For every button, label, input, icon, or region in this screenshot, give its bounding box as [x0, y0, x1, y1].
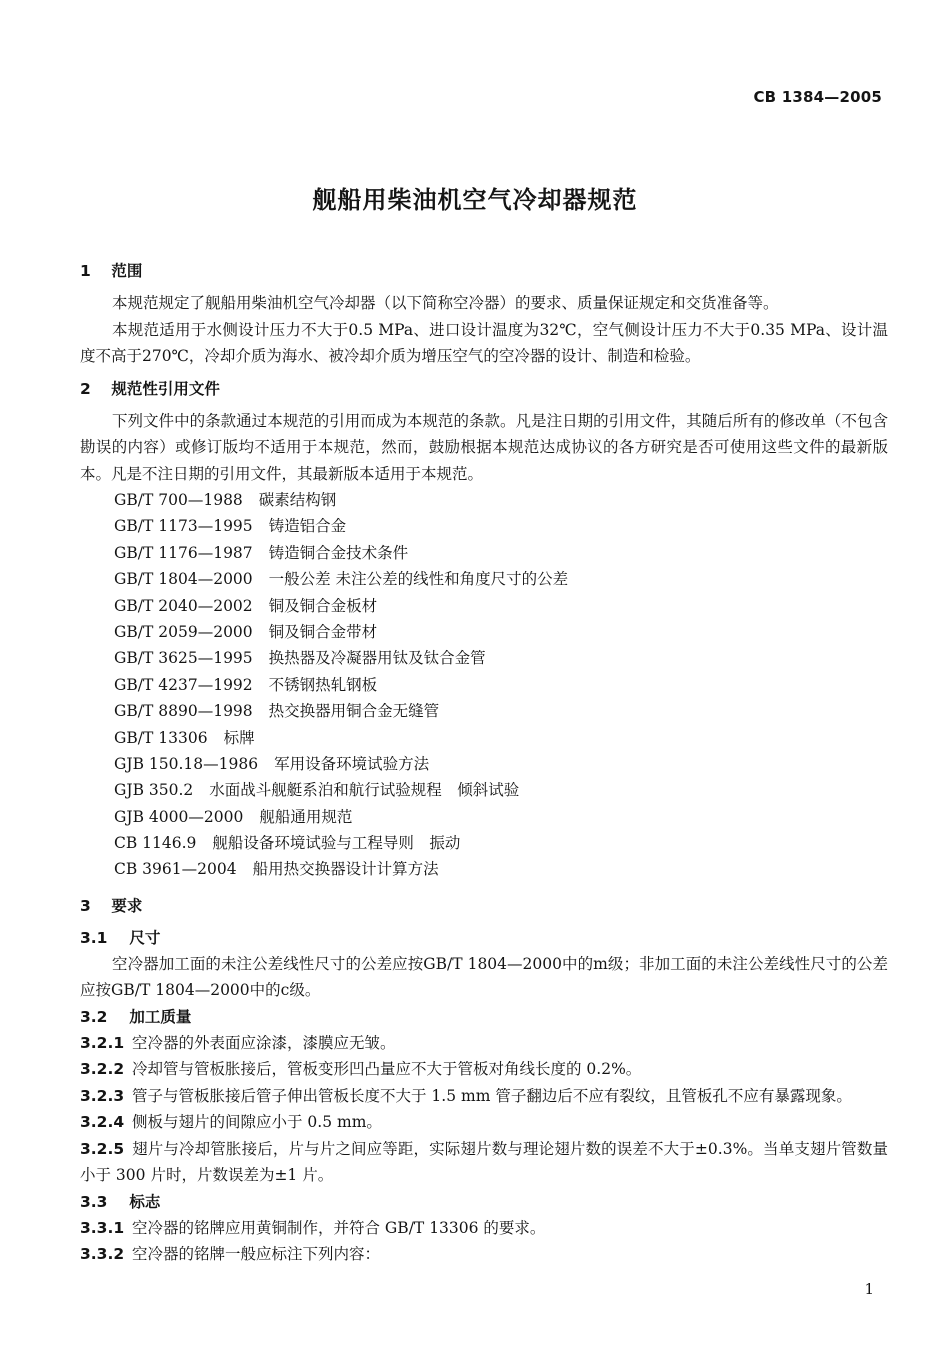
clause-text: 管子与管板胀接后管子伸出管板长度不大于 1.5 mm 管子翻边后不应有裂纹，且管板孔不应有暴露现象。: [132, 1086, 852, 1105]
reference-title: 铸造铝合金: [268, 517, 347, 536]
clause-number: 3.3.2: [80, 1245, 125, 1264]
clause-text: 侧板与翅片的间隙应小于 0.5 mm。: [132, 1113, 382, 1132]
reference-title: 铸造铜合金技术条件: [268, 543, 409, 562]
reference-list: [80, 487, 888, 883]
reference-item: [80, 777, 888, 803]
clause-item: [80, 1241, 888, 1268]
clause-text: 冷却管与管板胀接后，管板变形凹凸量应不大于管板对角线长度的 0.2%。: [132, 1060, 642, 1079]
reference-code: GB/T 700—1988: [114, 491, 243, 509]
reference-title: 一般公差 未注公差的线性和角度尺寸的公差: [268, 570, 569, 589]
clause-title: 尺寸: [129, 928, 161, 947]
clause-text: 空冷器的外表面应涂漆，漆膜应无皱。: [132, 1033, 396, 1052]
clause-3-2-items: [80, 1030, 888, 1189]
page-number: 1: [864, 1280, 874, 1298]
reference-item: [80, 751, 888, 777]
reference-code: GJB 4000—2000: [114, 807, 244, 826]
clause-item: [80, 1215, 888, 1242]
reference-code: GB/T 1804—2000: [114, 570, 253, 589]
reference-code: GJB 150.18—1986: [114, 754, 259, 773]
reference-item: [80, 593, 888, 619]
reference-code: GB/T 13306: [114, 728, 208, 747]
clause-number: 3.2.3: [80, 1086, 125, 1105]
reference-code: GJB 350.2: [114, 781, 194, 800]
reference-item: [80, 487, 888, 513]
clause-number: 3.3.1: [80, 1218, 125, 1237]
reference-item: [80, 856, 888, 882]
reference-title: 舰船设备环境试验与工程导则 振动: [212, 834, 461, 853]
section-3-heading: [80, 893, 888, 919]
section-title: 规范性引用文件: [111, 379, 220, 398]
reference-item: [80, 830, 888, 856]
clause-text: 翅片与冷却管胀接后，片与片之间应等距，实际翅片数与理论翅片数的误差不大于±0.3%。当单支翅片管数量小于 300 片时，片数误差为±1 片。: [80, 1139, 888, 1185]
document-title: 舰船用柴油机空气冷却器规范: [312, 186, 638, 214]
reference-title: 换热器及冷凝器用钛及钛合金管: [268, 649, 486, 668]
section-1-heading: [80, 258, 888, 284]
section-title: 范围: [111, 262, 143, 280]
reference-title: 船用热交换器设计计算方法: [252, 860, 439, 879]
clause-item: [80, 1030, 888, 1057]
reference-code: GB/T 1176—1987: [114, 543, 253, 562]
clause-item: [80, 1136, 888, 1189]
reference-title: 军用设备环境试验方法: [274, 754, 430, 773]
document-body: [80, 258, 888, 1268]
reference-title: 铜及铜合金带材: [268, 622, 378, 641]
reference-item: [80, 645, 888, 671]
reference-item: [80, 619, 888, 645]
reference-code: GB/T 2059—2000: [114, 622, 253, 641]
references-intro: 下列文件中的条款通过本规范的引用而成为本规范的条款。凡是注日期的引用文件，其随后所有的修改单（不包含勘误的内容）或修订版均不适用于本规范，然而，鼓励根据本规范达成协议的各方研究是否可使用这些文件的最新版本。凡是不注日期的引用文件，其最新版本适用于本规范。: [80, 411, 888, 483]
reference-title: 碳素结构钢: [258, 491, 337, 509]
reference-code: GB/T 1173—1995: [114, 517, 253, 536]
scope-paragraph-1: 本规范规定了舰船用柴油机空气冷却器（以下简称空冷器）的要求、质量保证规定和交货准备等。: [112, 294, 779, 312]
reference-item: [80, 566, 888, 592]
clause-title: 标志: [129, 1192, 161, 1211]
reference-title: 水面战斗舰艇系泊和航行试验规程 倾斜试验: [209, 781, 520, 800]
scope-paragraph-2: 本规范适用于水侧设计压力不大于0.5 MPa、进口设计温度为32℃，空气侧设计压力不大于0.35 MPa、设计温度不高于270℃，冷却介质为海水、被冷却介质为增压空气的空冷器的设计、制造和检验。: [80, 320, 888, 365]
clause-number: 3.2.1: [80, 1033, 125, 1052]
reference-item: [80, 804, 888, 830]
section-number: 2: [80, 379, 91, 398]
reference-item: [80, 513, 888, 539]
clause-item: [80, 1083, 888, 1110]
clause-number: 3.2.2: [80, 1060, 125, 1079]
section-number: 1: [80, 262, 91, 280]
reference-item: [80, 698, 888, 724]
reference-item: [80, 672, 888, 698]
clause-3-3-items: [80, 1215, 888, 1268]
clause-3-1-heading: [80, 925, 888, 951]
clause-title: 加工质量: [129, 1007, 192, 1026]
clause-number: 3.2.5: [80, 1139, 125, 1158]
reference-code: CB 1146.9: [114, 834, 197, 853]
clause-number: 3.2.4: [80, 1113, 125, 1132]
clause-text: 空冷器的铭牌一般应标注下列内容：: [132, 1245, 381, 1264]
clause-text: 空冷器的铭牌应用黄铜制作，并符合 GB/T 13306 的要求。: [132, 1218, 546, 1237]
reference-item: [80, 540, 888, 566]
section-number: 3: [80, 896, 91, 915]
reference-title: 铜及铜合金板材: [268, 596, 378, 615]
section-2-heading: [80, 376, 888, 402]
reference-title: 标牌: [223, 728, 255, 747]
reference-item: [80, 725, 888, 751]
clause-3-1-paragraph: 空冷器加工面的未注公差线性尺寸的公差应按GB/T 1804—2000中的m级；非加工面的未注公差线性尺寸的公差应按GB/T 1804—2000中的c级。: [80, 954, 888, 1000]
section-title: 要求: [111, 896, 143, 915]
reference-code: GB/T 3625—1995: [114, 649, 253, 668]
clause-number: 3.3: [80, 1192, 108, 1211]
reference-code: GB/T 2040—2002: [114, 596, 253, 615]
reference-title: 不锈钢热轧钢板: [268, 675, 378, 694]
clause-item: [80, 1056, 888, 1083]
clause-3-3-heading: [80, 1189, 888, 1215]
clause-3-2-heading: [80, 1004, 888, 1030]
clause-item: [80, 1109, 888, 1136]
reference-code: CB 3961—2004: [114, 860, 237, 879]
reference-title: 舰船通用规范: [259, 807, 353, 826]
reference-title: 热交换器用铜合金无缝管: [268, 702, 440, 721]
reference-code: GB/T 4237—1992: [114, 675, 253, 694]
reference-code: GB/T 8890—1998: [114, 702, 253, 721]
standard-code: CB 1384—2005: [753, 88, 882, 106]
clause-number: 3.1: [80, 928, 108, 947]
clause-number: 3.2: [80, 1007, 108, 1026]
